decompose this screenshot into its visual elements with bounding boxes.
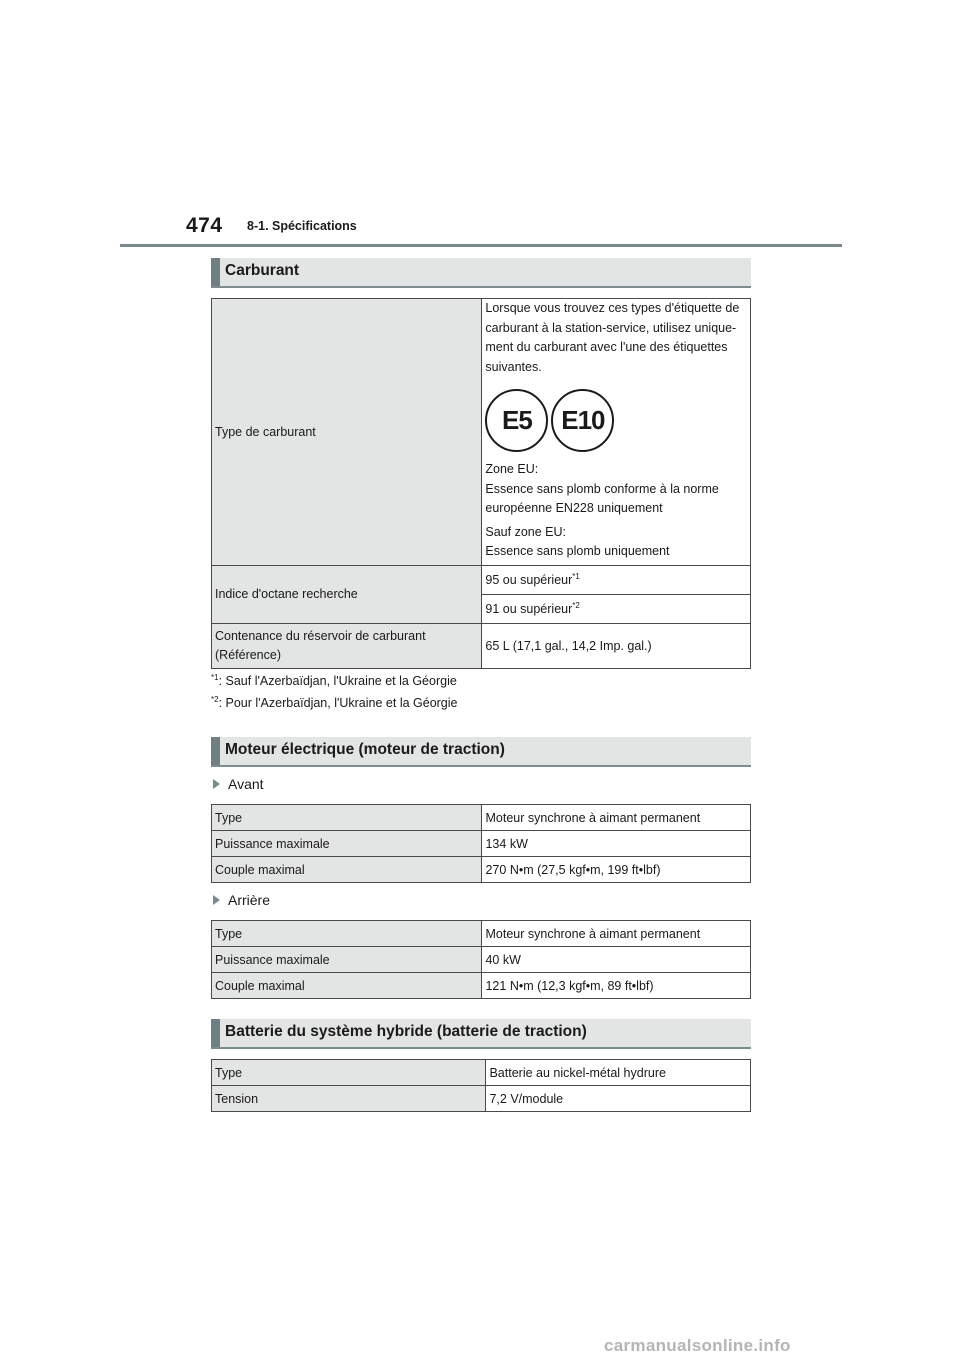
battery-table (211, 1059, 751, 1112)
fuel-label-badges (485, 389, 747, 452)
footnote-ref-1: *1 (572, 571, 580, 581)
fuel-type-label: Type de carburant (212, 299, 482, 566)
eu-zone-heading: Zone EU: (485, 462, 539, 476)
fuel-type-value (482, 299, 751, 566)
subheading-front: Avant (213, 776, 264, 792)
section-heading-motor (211, 737, 751, 767)
footnote-ref-2: *2 (572, 600, 580, 610)
octane-value-2: 91 ou supérieur$^{*2}$ (482, 594, 751, 623)
table-row (212, 565, 751, 594)
non-eu-zone-text: Essence sans plomb uniquement (485, 544, 670, 558)
table-row: Tension 7,2 V/module (212, 1086, 751, 1112)
e5-fuel-label-icon: E5 (485, 389, 548, 452)
table-row: Couple maximal 121 N•m (12,3 kgf•m, 89 ft•lbf) (212, 973, 751, 999)
octane-label: Indice d'octane recherche (212, 565, 482, 623)
section-title: Batterie du système hybride (batterie de traction) (225, 1023, 587, 1040)
section-title: Moteur électrique (moteur de traction) (225, 741, 505, 758)
header-divider (120, 244, 842, 247)
fuel-table (211, 298, 751, 669)
front-motor-table (211, 804, 751, 883)
footnote-2: $^{*2}$: Pour l'Azerbaïdjan, l'Ukraine et la Géorgie (211, 695, 458, 711)
tank-capacity-value: 65 L (17,1 gal., 14,2 Imp. gal.) (482, 623, 751, 668)
watermark-text: carmanualsonline.info (604, 1336, 791, 1355)
table-row: Type Batterie au nickel-métal hydrure (212, 1060, 751, 1086)
tank-capacity-label: Contenance du réservoir de carburant (Référence) (212, 623, 482, 668)
page-number: 474 (186, 214, 223, 237)
octane-value-1: 95 ou supérieur$^{*1}$ (482, 565, 751, 594)
rear-motor-table (211, 920, 751, 999)
eu-zone-text: Essence sans plomb conforme à la norme européenne EN228 uniquement (485, 481, 719, 515)
table-row (212, 299, 751, 566)
footnote-1: $^{*1}$: Sauf l'Azerbaïdjan, l'Ukraine et la Géorgie (211, 673, 457, 689)
triangle-bullet-icon (213, 895, 220, 905)
table-row: Type Moteur synchrone à aimant permanent (212, 921, 751, 947)
table-row (212, 623, 751, 668)
table-row: Couple maximal 270 N•m (27,5 kgf•m, 199 ft•lbf) (212, 857, 751, 883)
fuel-intro-text: Lorsque vous trouvez ces types d'étiquette de carburant à la station-service, utilisez unique-ment du carburant avec l'une des étiquettes suivantes. (485, 301, 740, 374)
triangle-bullet-icon (213, 779, 220, 789)
non-eu-zone-heading: Sauf zone EU: (485, 524, 566, 539)
subheading-rear: Arrière (213, 892, 270, 908)
section-title: Carburant (225, 262, 300, 279)
section-reference: 8-1. Spécifications (247, 219, 357, 233)
section-heading-fuel (211, 258, 751, 288)
table-row: Type Moteur synchrone à aimant permanent (212, 805, 751, 831)
e10-fuel-label-icon: E10 (551, 389, 614, 452)
section-heading-battery (211, 1019, 751, 1049)
table-row: Puissance maximale 134 kW (212, 831, 751, 857)
table-row: Puissance maximale 40 kW (212, 947, 751, 973)
